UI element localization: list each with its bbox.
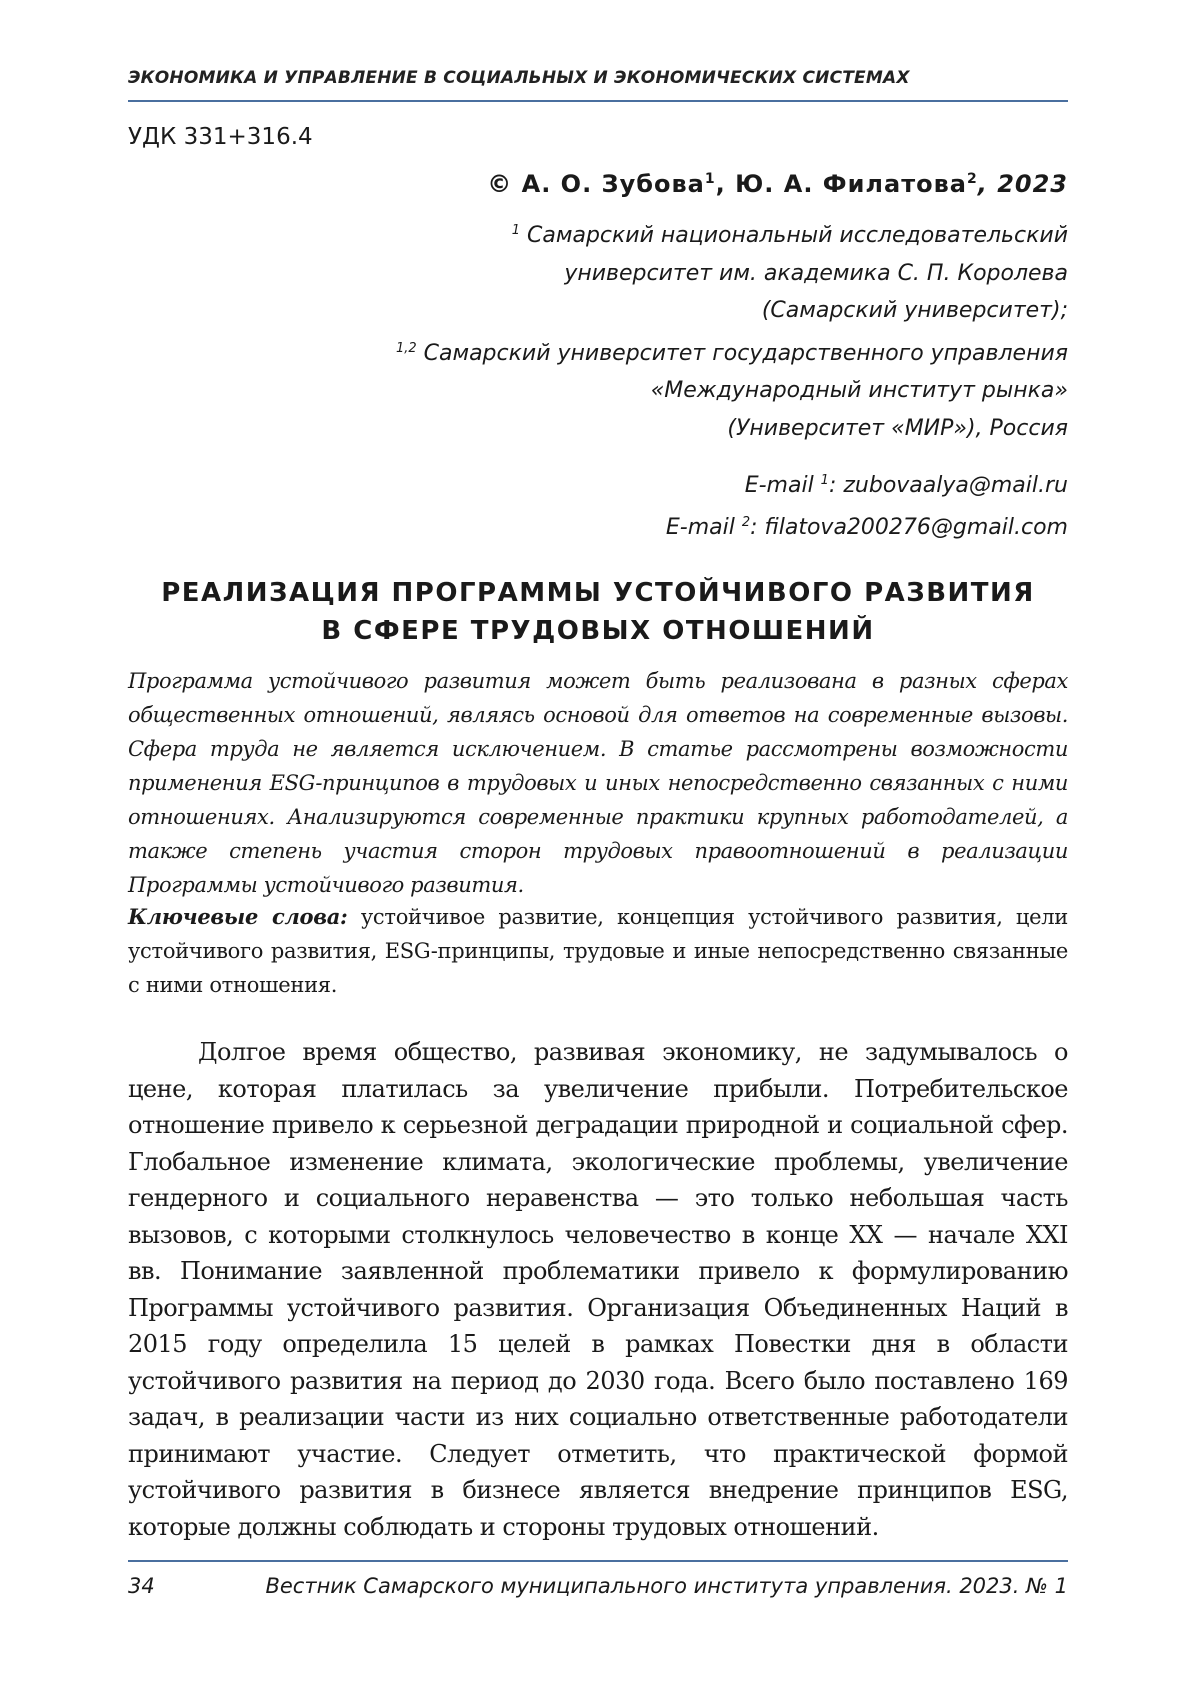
running-header: ЭКОНОМИКА И УПРАВЛЕНИЕ В СОЦИАЛЬНЫХ И ЭКОНОМИЧЕСКИХ СИСТЕМАХ [128,68,910,88]
email-2-label: E-mail [665,515,742,540]
header-rule [128,100,1068,102]
affiliation-2-line-3: (Университет «МИР»), Россия [727,415,1068,441]
author-1-mark: 1 [704,171,716,187]
footer-rule [128,1560,1068,1562]
affiliation-1-mark: 1 [511,223,521,238]
affiliation-2-text-1: Самарский университет государственного управления [423,340,1068,366]
email-1-mark: 1 [820,473,829,488]
email-2-address: : filatova200276@gmail.com [750,515,1068,540]
email-1-address: : zubovaalya@mail.ru [828,473,1068,498]
affiliation-1-line-3: (Самарский университет); [761,298,1068,323]
affiliation-1-line-2: университет им. академика С. П. Королева [564,260,1068,286]
email-2-mark: 2 [741,515,751,530]
copyright-prefix: © А. О. [487,170,602,198]
title-line-2: В СФЕРЕ ТРУДОВЫХ ОТНОШЕНИЙ [321,616,875,646]
title-line-1: РЕАЛИЗАЦИЯ ПРОГРАММЫ УСТОЙЧИВОГО РАЗВИТИЯ [161,578,1035,608]
journal-citation: Вестник Самарского муниципального института управления. 2023. № 1 [265,1574,1068,1598]
keywords [128,900,1068,1002]
article-title [128,574,1068,650]
affiliation-2-line-2: «Международный институт рынка» [650,378,1068,403]
author-separator: , Ю. А. [715,170,823,198]
affiliation-2-line-1 [308,330,1068,373]
affiliation-1-line-1 [308,212,1068,255]
keywords-label: Ключевые слова: [128,904,348,929]
affiliation-2-mark: 1,2 [395,340,417,356]
affiliations [308,212,1068,447]
author-1-name: Зубова [601,170,705,198]
author-2-mark: 2 [966,171,978,187]
authors-line [487,170,1068,198]
emails [368,462,1068,546]
udc-code: УДК 331+316.4 [128,124,313,150]
affiliation-1-text-1: Самарский национальный исследовательский [527,223,1068,248]
abstract: Программа устойчивого развития может быть реализована в разных сферах общественных отношений, являясь основой для ответов на современные вызовы. Сфера труда не является исключением. В статье рассмотрены возможности применения ESG-принципов в трудовых и иных непосредственно связанных с ними отношениях. Анализируются современные практики крупных работодателей, а также степень участия сторон трудовых правоотношений в реализации Программы устойчивого развития. [128,669,1068,897]
page-number: 34 [128,1574,155,1598]
email-1-label: E-mail [744,473,821,498]
email-2-line [368,504,1068,546]
body-paragraph-1: Долгое время общество, развивая экономику, не задумывалось о цене, которая платилась за увеличение прибыли. Потребительское отношение привело к серьезной деградации природной и социальной сфер. Глобальное изменение климата, экологические проблемы, увеличение гендерного и социального неравенства — это только небольшая часть вызовов, с которыми столкнулось человечество в конце XX — начале XXI вв. Понимание заявленной проблематики привело к формулированию Программы устойчивого развития. Организация Объединенных Наций в 2015 году определила 15 целей в рамках Повестки дня в области устойчивого развития на период до 2030 года. Всего было поставлено 169 задач, в реализации части из них социально ответственные работодатели принимают участие. Следует отметить, что практической формой устойчивого развития в бизнесе является внедрение принципов ESG, которые должны соблюдать и стороны трудовых отношений. [128,1038,1068,1541]
author-2-name: Филатова [822,170,967,198]
publication-year: , 2023 [977,170,1068,198]
keywords-text: устойчивое развитие, концепция устойчивого развития, цели устойчивого развития, ESG-принципы, трудовые и иные непосредственно связанные с ними отношения. [128,905,1069,997]
email-1-line [368,462,1068,504]
